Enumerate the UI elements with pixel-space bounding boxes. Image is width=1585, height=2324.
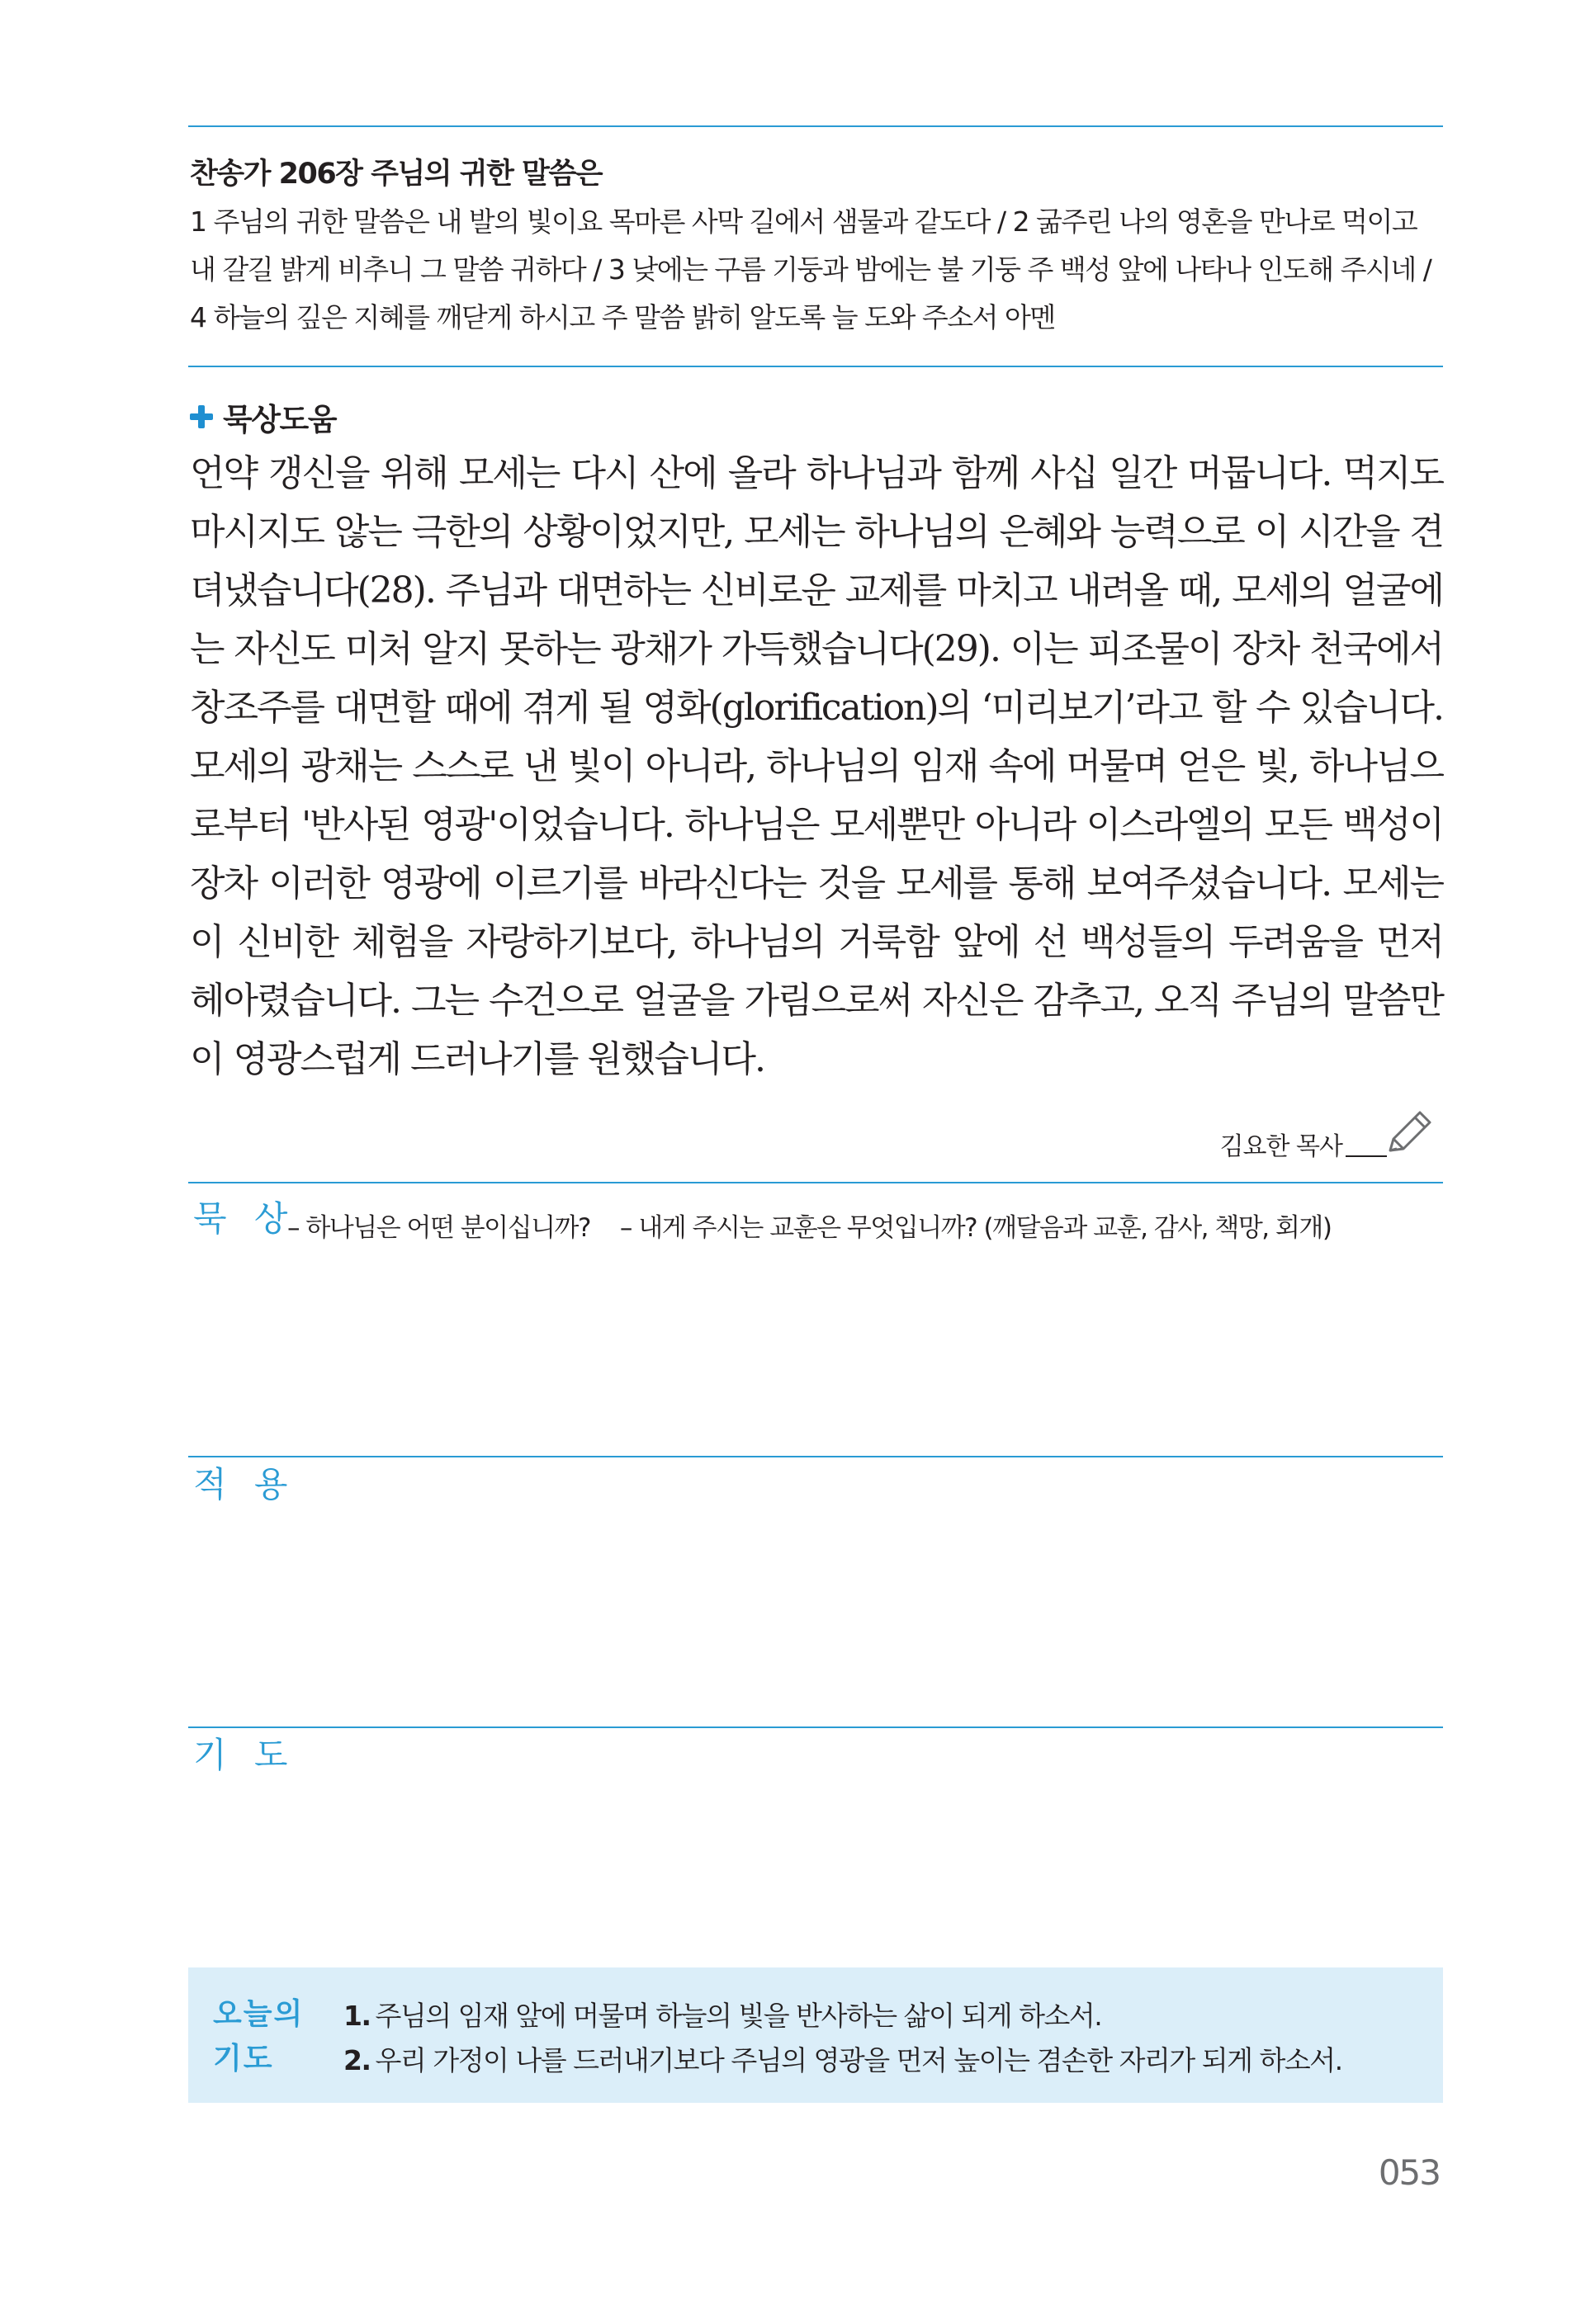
- meditation-questions: [287, 1207, 1331, 1244]
- hymn-lyrics: 1 주님의 귀한 말씀은 내 발의 빛이요 목마른 사막 길에서 샘물과 같도다 / 2 굶주린 나의 영혼을 만나로 먹이고 내 갈길 밝게 비추니 그 말씀 귀하다 / 3 낮에는 구름 기둥과 밤에는 불 기둥 주 백성 앞에 나타나 인도해 주시네 / 4 하늘의 깊은 지혜를 깨닫게 하시고 주 말씀 밝히 알도록 늘 도와 주소서 아멘: [190, 205, 1431, 333]
- prayer-rule: [188, 1726, 1443, 1728]
- author-underline: [1346, 1155, 1387, 1157]
- top-rule: [188, 125, 1443, 127]
- today-prayer-box: [188, 1967, 1443, 2103]
- hymn-title: 찬송가 206장 주님의 귀한 말씀은: [190, 158, 603, 191]
- plus-icon: [190, 405, 213, 428]
- prayer-item-number: 1.: [343, 2000, 371, 2032]
- today-prayer-label-line1: 오늘의: [213, 1997, 305, 2031]
- prayer-item: [343, 1994, 1342, 2038]
- hymn-bottom-rule: [188, 366, 1443, 367]
- meditation-rule: [188, 1182, 1443, 1183]
- question-1: – 하나님은 어떤 분이십니까?: [287, 1213, 590, 1243]
- application-label: 적 용: [193, 1464, 296, 1504]
- today-prayer-label-line2: 기도: [213, 2042, 274, 2076]
- hymn-block: [190, 155, 1443, 342]
- question-2: – 내게 주시는 교훈은 무엇입니까? (깨달음과 교훈, 감사, 책망, 회개): [619, 1213, 1332, 1243]
- today-prayer-list: [343, 1994, 1342, 2083]
- meditation-body: 언약 갱신을 위해 모세는 다시 산에 올라 하나님과 함께 사십 일간 머뭅니다. 먹지도 마시지도 않는 극한의 상황이었지만, 모세는 하나님의 은혜와 능력으로 이 시간을 견뎌냈습니다(28). 주님과 대면하는 신비로운 교제를 마치고 내려올 때, 모세의 얼굴에는 자신도 미처 알지 못하는 광채가 가득했습니다(29). 이는 피조물이 장차 천국에서 창조주를 대면할 때에 겪게 될 영화(glorification)의 ‘미리보기’라고 할 수 있습니다. 모세의 광채는 스스로 낸 빛이 아니라, 하나님의 임재 속에 머물며 얻은 빛, 하나님으로부터 '반사된 영광'이었습니다. 하나님은 모세뿐만 아니라 이스라엘의 모든 백성이 장차 이러한 영광에 이르기를 바라신다는 것을 모세를 통해 보여주셨습니다. 모세는 이 신비한 체험을 자랑하기보다, 하나님의 거룩함 앞에 선 백성들의 두려움을 먼저 헤아렸습니다. 그는 수건으로 얼굴을 가림으로써 자신은 감추고, 오직 주님의 말씀만이 영광스럽게 드러나기를 원했습니다.: [190, 452, 1443, 1080]
- author-signature: [1220, 1108, 1436, 1162]
- pencil-icon: [1382, 1108, 1436, 1162]
- prayer-label: 기 도: [193, 1735, 296, 1775]
- meditation-help-title: 묵상도움: [223, 402, 336, 437]
- meditation-help-heading: [190, 394, 336, 439]
- meditation-label: 묵 상: [193, 1198, 296, 1239]
- prayer-item-number: 2.: [343, 2044, 371, 2076]
- today-prayer-label: [213, 1992, 304, 2081]
- author-name: 김요한 목사: [1219, 1132, 1342, 1161]
- prayer-item-text: 우리 가정이 나를 드러내기보다 주님의 영광을 먼저 높이는 겸손한 자리가 되게 하소서.: [375, 2044, 1342, 2076]
- prayer-item: [343, 2038, 1342, 2083]
- page-number: 053: [1378, 2152, 1440, 2193]
- application-rule: [188, 1456, 1443, 1457]
- prayer-item-text: 주님의 임재 앞에 머물며 하늘의 빛을 반사하는 삶이 되게 하소서.: [375, 2000, 1102, 2032]
